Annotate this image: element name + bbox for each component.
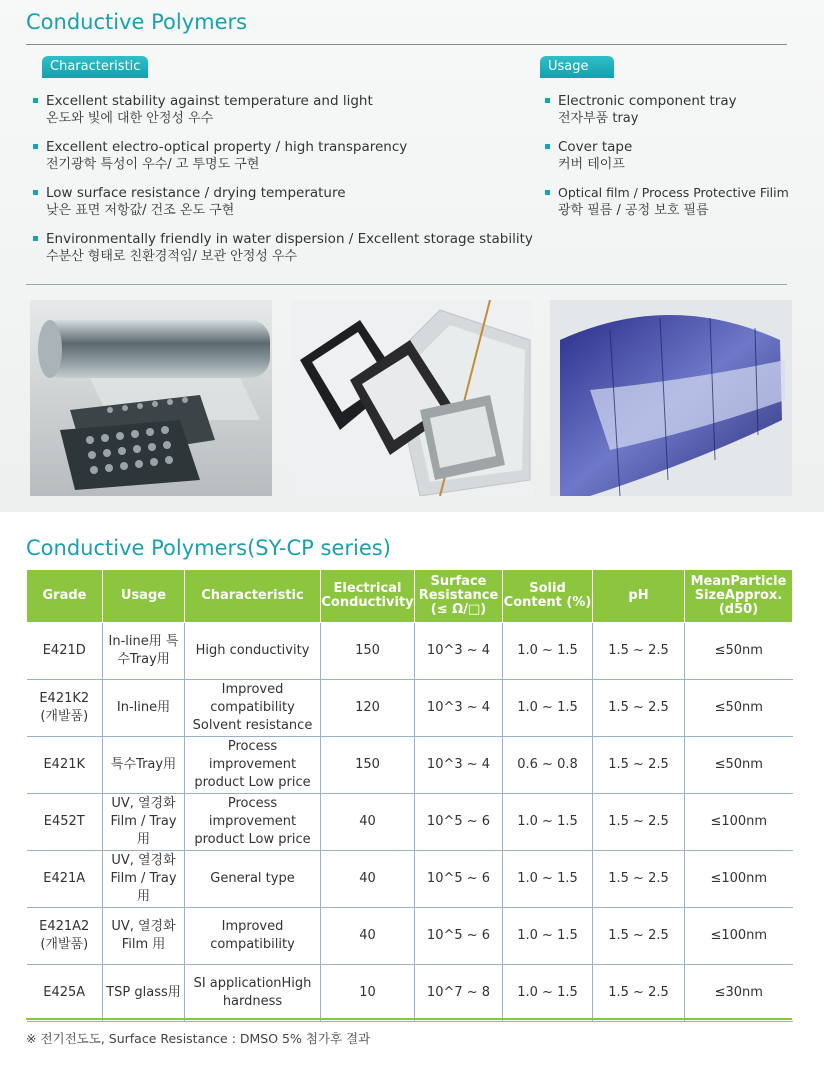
optical-film-photo	[550, 300, 792, 496]
table-cell: 10^3 ~ 4	[415, 737, 503, 794]
table-cell: E421A2 (개발품)	[27, 908, 103, 965]
table-cell: 특수Tray用	[103, 737, 185, 794]
table-cell: SI applicationHigh hardness	[185, 965, 321, 1022]
usage-tag: Usage	[540, 56, 614, 78]
column-header: Electrical Conductivity	[321, 570, 415, 623]
table-cell: High conductivity	[185, 623, 321, 680]
table-cell: TSP glass用	[103, 965, 185, 1022]
table-cell: ≤100nm	[685, 794, 793, 851]
table-cell: 40	[321, 908, 415, 965]
section-divider	[26, 284, 787, 285]
usage-list	[544, 92, 789, 230]
table-title: Conductive Polymers(SY-CP series)	[26, 536, 391, 560]
table-cell: 10^5 ~ 6	[415, 908, 503, 965]
table-cell: 150	[321, 623, 415, 680]
page-title: Conductive Polymers	[26, 10, 248, 34]
list-item: Electronic component tray 전자부품 tray	[544, 92, 789, 128]
table-cell: ≤100nm	[685, 851, 793, 908]
column-header: pH	[593, 570, 685, 623]
table-cell: 10^5 ~ 6	[415, 851, 503, 908]
title-divider	[26, 44, 787, 45]
list-item: Excellent electro-optical property / high transparency 전기광학 특성이 우수/ 고 투명도 구현	[32, 138, 533, 174]
table-cell: 10	[321, 965, 415, 1022]
table-cell: 1.5 ~ 2.5	[593, 908, 685, 965]
table-row	[27, 794, 793, 851]
table-cell: 1.5 ~ 2.5	[593, 737, 685, 794]
table-cell: In-line用	[103, 680, 185, 737]
table-cell: UV, 열경화 Film / Tray用	[103, 794, 185, 851]
table-cell: 1.0 ~ 1.5	[503, 680, 593, 737]
table-bottom-rule	[26, 1018, 792, 1020]
table-cell: E421D	[27, 623, 103, 680]
table-cell: Process improvement product Low price	[185, 794, 321, 851]
table-cell: 1.5 ~ 2.5	[593, 623, 685, 680]
table-cell: 120	[321, 680, 415, 737]
table-cell: 1.5 ~ 2.5	[593, 965, 685, 1022]
table-row	[27, 908, 793, 965]
column-header: Surface Resistance (≤ Ω/□)	[415, 570, 503, 623]
touch-panel-photo	[290, 300, 532, 496]
table-cell: General type	[185, 851, 321, 908]
table-cell: 0.6 ~ 0.8	[503, 737, 593, 794]
table-cell: ≤100nm	[685, 908, 793, 965]
product-spec-table	[26, 569, 793, 1022]
table-cell: Improved compatibility	[185, 908, 321, 965]
table-cell: E421K	[27, 737, 103, 794]
table-cell: UV, 열경화 Film 用	[103, 908, 185, 965]
list-item: Environmentally friendly in water dispersion / Excellent storage stability 수분산 형태로 친환경적임/ 보관 안정성 우수	[32, 230, 533, 266]
table-row	[27, 623, 793, 680]
table-cell: E421A	[27, 851, 103, 908]
column-header: Characteristic	[185, 570, 321, 623]
table-cell: ≤50nm	[685, 623, 793, 680]
table-cell: ≤50nm	[685, 737, 793, 794]
table-cell: 10^7 ~ 8	[415, 965, 503, 1022]
table-cell: 1.0 ~ 1.5	[503, 794, 593, 851]
table-cell: 10^3 ~ 4	[415, 623, 503, 680]
column-header: MeanParticle SizeApprox. (d50)	[685, 570, 793, 623]
table-row	[27, 965, 793, 1022]
column-header: Usage	[103, 570, 185, 623]
film-roll-tray-photo	[30, 300, 272, 496]
table-cell: E452T	[27, 794, 103, 851]
table-cell: 1.5 ~ 2.5	[593, 794, 685, 851]
table-cell: E425A	[27, 965, 103, 1022]
table-row	[27, 680, 793, 737]
column-header: Grade	[27, 570, 103, 623]
table-cell: 1.0 ~ 1.5	[503, 965, 593, 1022]
table-cell: UV, 열경화 Film / Tray用	[103, 851, 185, 908]
table-cell: 1.0 ~ 1.5	[503, 851, 593, 908]
table-cell: 1.5 ~ 2.5	[593, 851, 685, 908]
characteristic-list	[32, 92, 533, 276]
table-cell: ≤30nm	[685, 965, 793, 1022]
product-overview-panel	[0, 0, 824, 512]
table-cell: Process improvement product Low price	[185, 737, 321, 794]
column-header: Solid Content (%)	[503, 570, 593, 623]
table-header-row	[27, 570, 793, 623]
table-cell: E421K2 (개발품)	[27, 680, 103, 737]
table-cell: 1.0 ~ 1.5	[503, 908, 593, 965]
table-cell: 10^5 ~ 6	[415, 794, 503, 851]
table-cell: 150	[321, 737, 415, 794]
table-cell: ≤50nm	[685, 680, 793, 737]
list-item: Optical film / Process Protective Filim 광학 필름 / 공정 보호 필름	[544, 184, 789, 220]
table-cell: Improved compatibility Solvent resistance	[185, 680, 321, 737]
table-row	[27, 851, 793, 908]
table-cell: 1.0 ~ 1.5	[503, 623, 593, 680]
table-cell: 10^3 ~ 4	[415, 680, 503, 737]
list-item: Cover tape 커버 테이프	[544, 138, 789, 174]
list-item: Excellent stability against temperature and light 온도와 빛에 대한 안정성 우수	[32, 92, 533, 128]
table-cell: In-line用 특수Tray用	[103, 623, 185, 680]
footnote: ※ 전기전도도, Surface Resistance : DMSO 5% 첨가후 결과	[26, 1031, 371, 1046]
list-item: Low surface resistance / drying temperature 낮은 표면 저항값/ 건조 온도 구현	[32, 184, 533, 220]
table-row	[27, 737, 793, 794]
table-cell: 1.5 ~ 2.5	[593, 680, 685, 737]
characteristic-tag: Characteristic	[42, 56, 148, 78]
table-cell: 40	[321, 851, 415, 908]
table-cell: 40	[321, 794, 415, 851]
